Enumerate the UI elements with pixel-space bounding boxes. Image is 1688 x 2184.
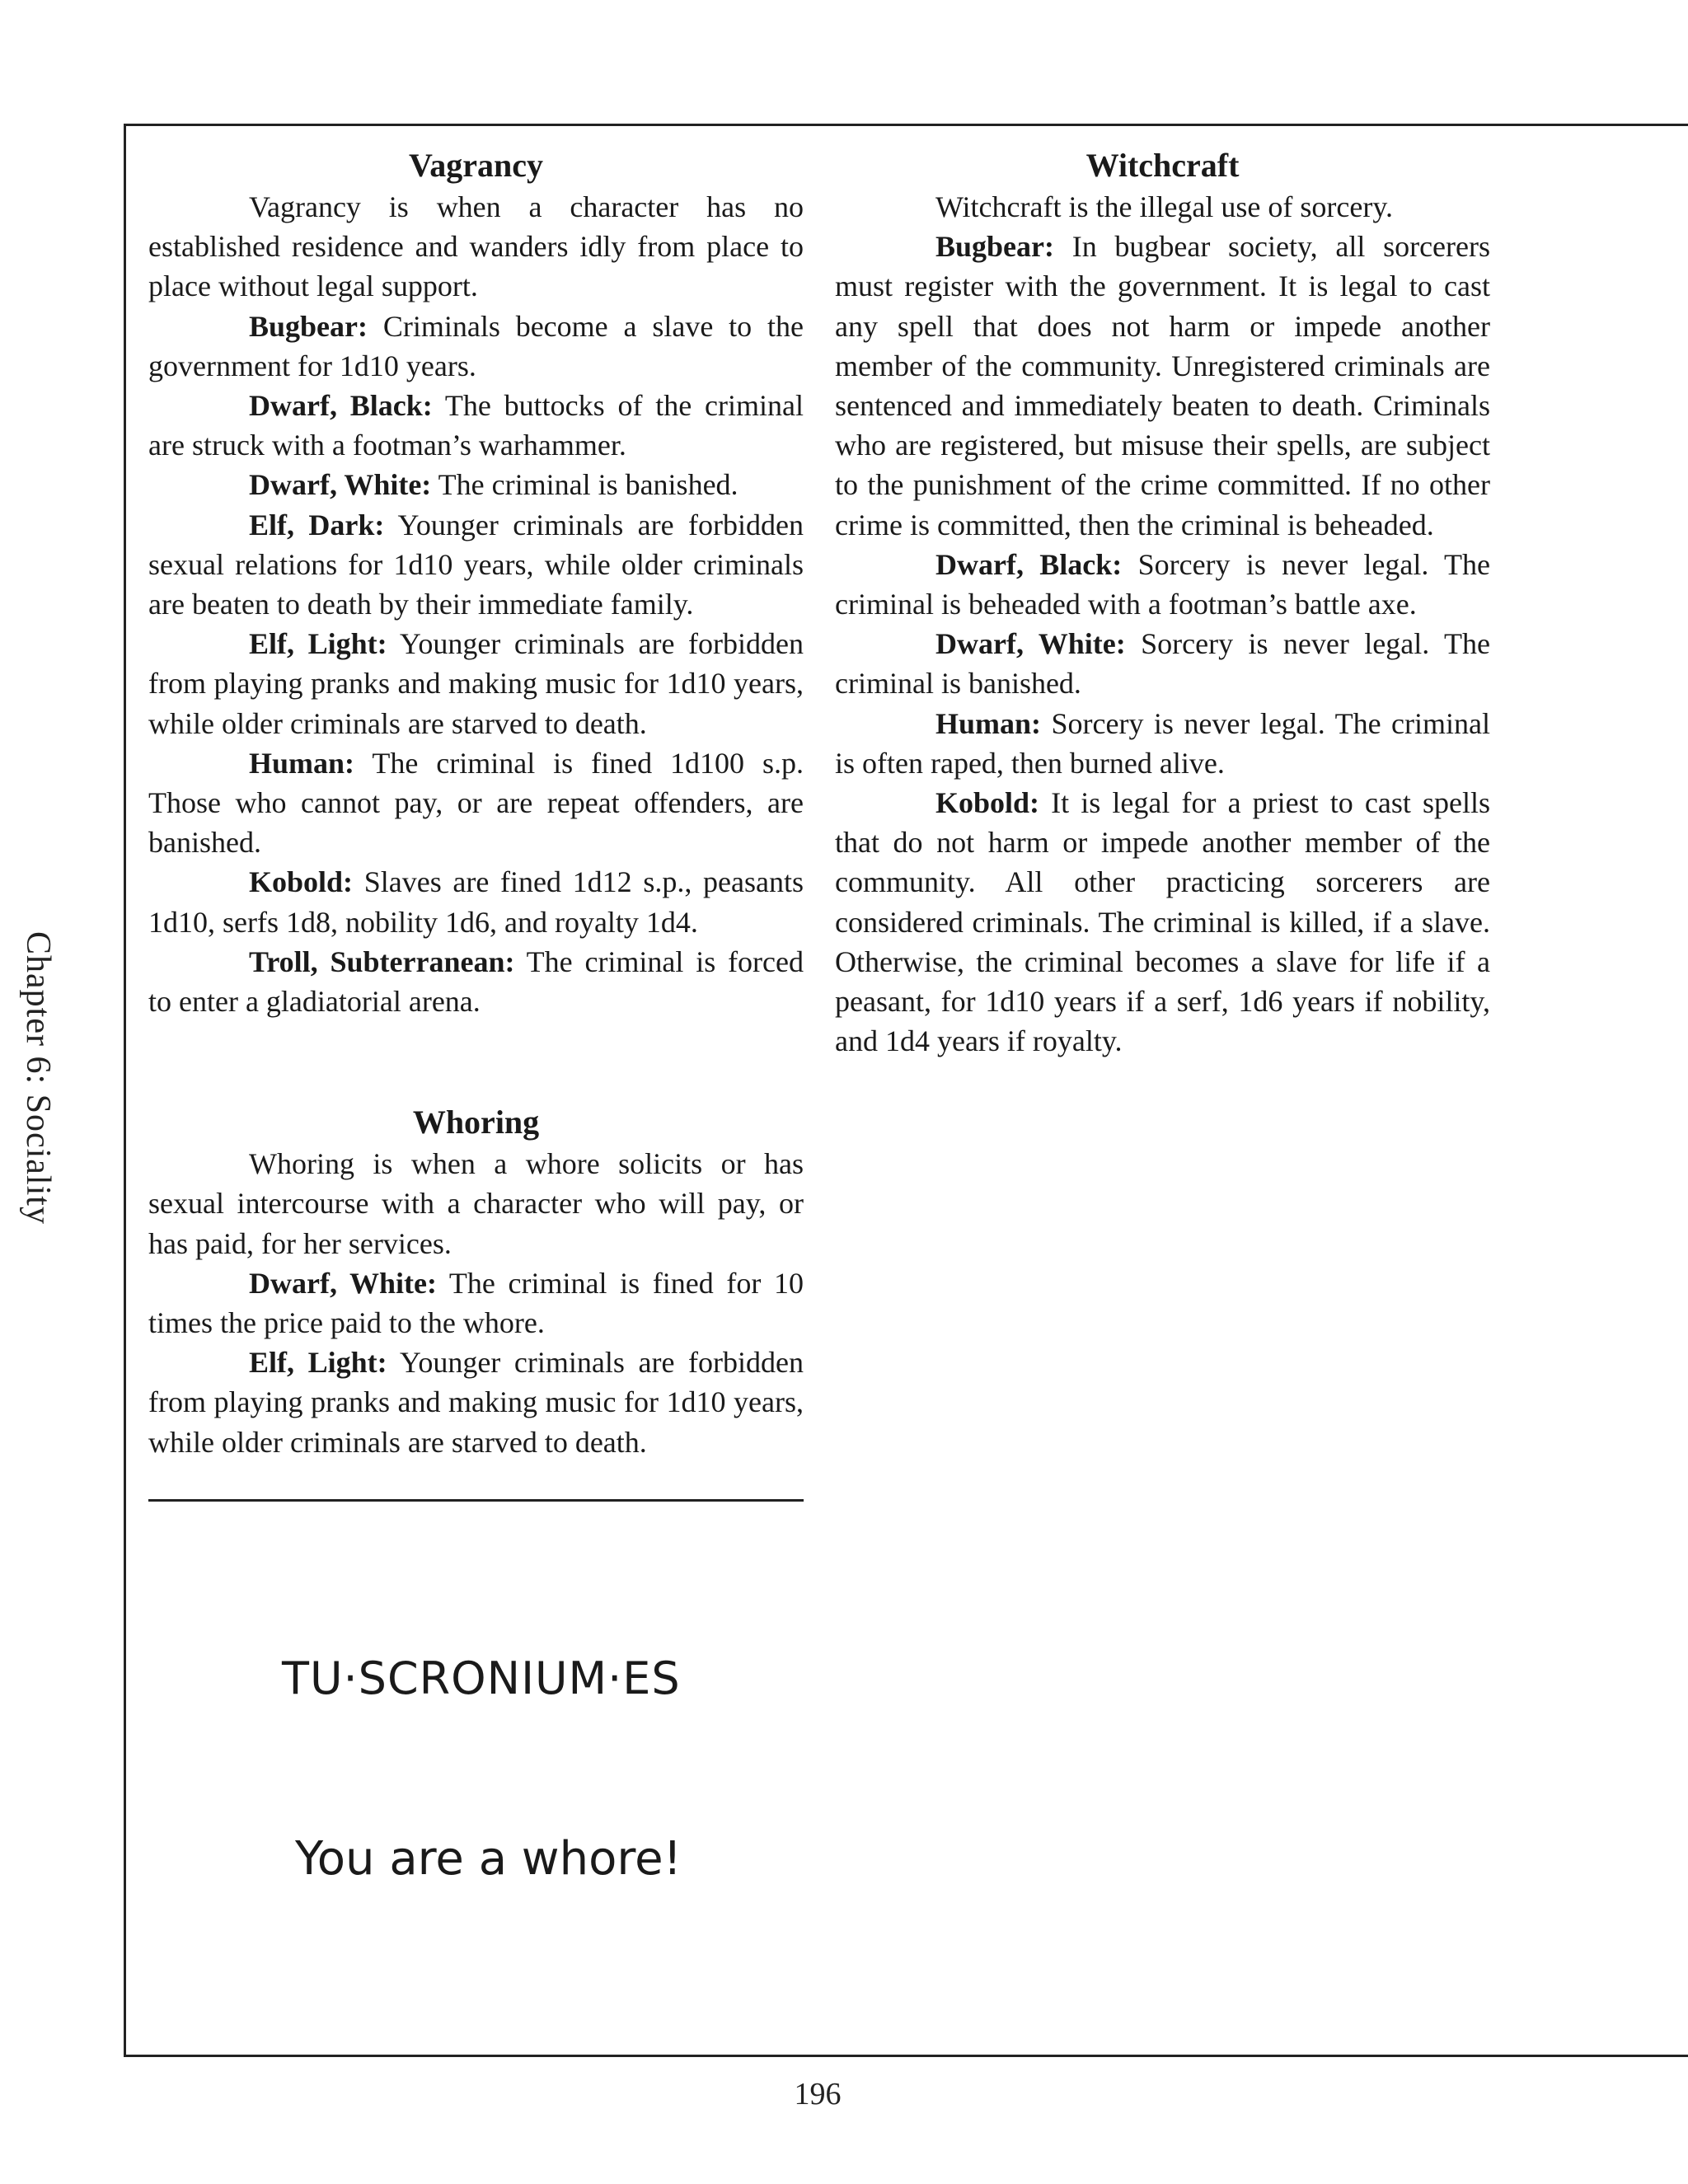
entry-label: Dwarf, White:	[249, 468, 432, 502]
vagrancy-paragraph	[148, 307, 804, 386]
vagrancy-paragraph	[148, 624, 804, 743]
witchcraft-heading: Witchcraft	[1085, 147, 1240, 184]
entry-label: Dwarf, White:	[935, 627, 1126, 661]
entry-label: Dwarf, Black:	[249, 389, 433, 423]
latin-phrase: TU·SCRONIUM·ES	[282, 1652, 681, 1704]
vagrancy-paragraph	[148, 743, 804, 863]
entry-text: Slaves are fined 1d12 s.p., peasants 1d10, serfs 1d8, nobility 1d6, and royalty 1d4.	[148, 865, 804, 939]
entry-label: Bugbear:	[249, 309, 368, 343]
entry-label: Elf, Light:	[249, 1346, 387, 1380]
entry-text: Witchcraft is the illegal use of sorcery.	[935, 190, 1393, 223]
entry-label: Elf, Dark:	[249, 508, 385, 541]
entry-text: Whoring is when a whore solicits or has sexual intercourse with a character who will pay, or has paid, for her services.	[148, 1147, 804, 1260]
page-number: 196	[794, 2077, 842, 2111]
entry-label: Kobold:	[249, 865, 354, 899]
entry-text: Sorcery is never legal. The criminal is banished.	[835, 627, 1490, 701]
whoring-paragraph	[148, 1144, 804, 1263]
entry-text: In bugbear society, all sorcerers must register with the government. It is legal to cast any spell that does not harm or impede another member of the community. Unregistered criminals are sentenced and immediately beaten to death. Criminals who are registered, but misuse their spells, are subject to the punishment of the crime committed. If no other crime is committed, then the criminal is beheaded.	[835, 230, 1490, 541]
entry-text: Younger criminals are forbidden from playing pranks and making music for 1d10 years, while older criminals are starved to death.	[148, 627, 804, 740]
vagrancy-body	[148, 187, 804, 1021]
witchcraft-body	[835, 187, 1490, 1061]
section-divider	[148, 1499, 804, 1502]
entry-text: Sorcery is never legal. The criminal is often raped, then burned alive.	[835, 706, 1490, 780]
entry-label: Kobold:	[935, 786, 1040, 820]
entry-label: Human:	[249, 746, 355, 780]
vagrancy-paragraph	[148, 505, 804, 625]
translation-text: You are a whore!	[295, 1832, 682, 1886]
entry-text: Younger criminals are forbidden sexual relations for 1d10 years, while older criminals are beaten to death by their immediate family.	[148, 508, 804, 621]
vagrancy-paragraph	[148, 465, 804, 504]
whoring-paragraph	[148, 1343, 804, 1462]
left-column	[148, 144, 804, 1462]
entry-text: Vagrancy is when a character has no established residence and wanders idly from place to place without legal support.	[148, 190, 804, 303]
witchcraft-paragraph	[835, 704, 1490, 783]
witchcraft-paragraph	[835, 783, 1490, 1061]
witchcraft-paragraph	[835, 187, 1490, 227]
vagrancy-paragraph	[148, 187, 804, 307]
witchcraft-paragraph	[835, 545, 1490, 624]
entry-text: Younger criminals are forbidden from playing pranks and making music for 1d10 years, while older criminals are starved to death.	[148, 1346, 804, 1459]
entry-text: It is legal for a priest to cast spells that do not harm or impede another member of the community. All other practicing sorcerers are considered criminals. The criminal is killed, if a slave. Otherwise, the criminal becomes a slave for life if a peasant, for 1d10 years if a serf, 1d6 years if nobility, and 1d4 years if royalty.	[835, 786, 1490, 1058]
entry-text: The criminal is banished.	[431, 468, 738, 502]
right-column	[835, 144, 1490, 1061]
entry-text: The buttocks of the criminal are struck with a footman’s warhammer.	[148, 389, 804, 462]
entry-label: Dwarf, Black:	[935, 547, 1123, 581]
vagrancy-heading: Vagrancy	[409, 147, 543, 184]
entry-text: The criminal is fined 1d100 s.p. Those who cannot pay, or are repeat offenders, are banished.	[148, 746, 804, 860]
whoring-heading: Whoring	[412, 1104, 540, 1141]
entry-text: The criminal is forced to enter a gladiatorial arena.	[148, 944, 804, 1019]
vagrancy-paragraph	[148, 862, 804, 941]
vagrancy-paragraph	[148, 942, 804, 1021]
entry-label: Dwarf, White:	[249, 1266, 437, 1300]
entry-label: Bugbear:	[935, 230, 1054, 264]
witchcraft-paragraph	[835, 227, 1490, 545]
whoring-paragraph	[148, 1263, 804, 1343]
entry-text: Criminals become a slave to the government for 1d10 years.	[148, 309, 804, 382]
entry-label: Troll, Subterranean:	[249, 944, 515, 978]
entry-text: The criminal is fined for 10 times the price paid to the whore.	[148, 1266, 804, 1340]
entry-text: Sorcery is never legal. The criminal is beheaded with a footman’s battle axe.	[835, 547, 1490, 621]
chapter-label: Chapter 6: Sociality	[19, 931, 57, 1225]
whoring-body	[148, 1144, 804, 1462]
vagrancy-paragraph	[148, 386, 804, 465]
witchcraft-paragraph	[835, 624, 1490, 703]
entry-label: Human:	[935, 706, 1042, 740]
entry-label: Elf, Light:	[249, 627, 387, 661]
